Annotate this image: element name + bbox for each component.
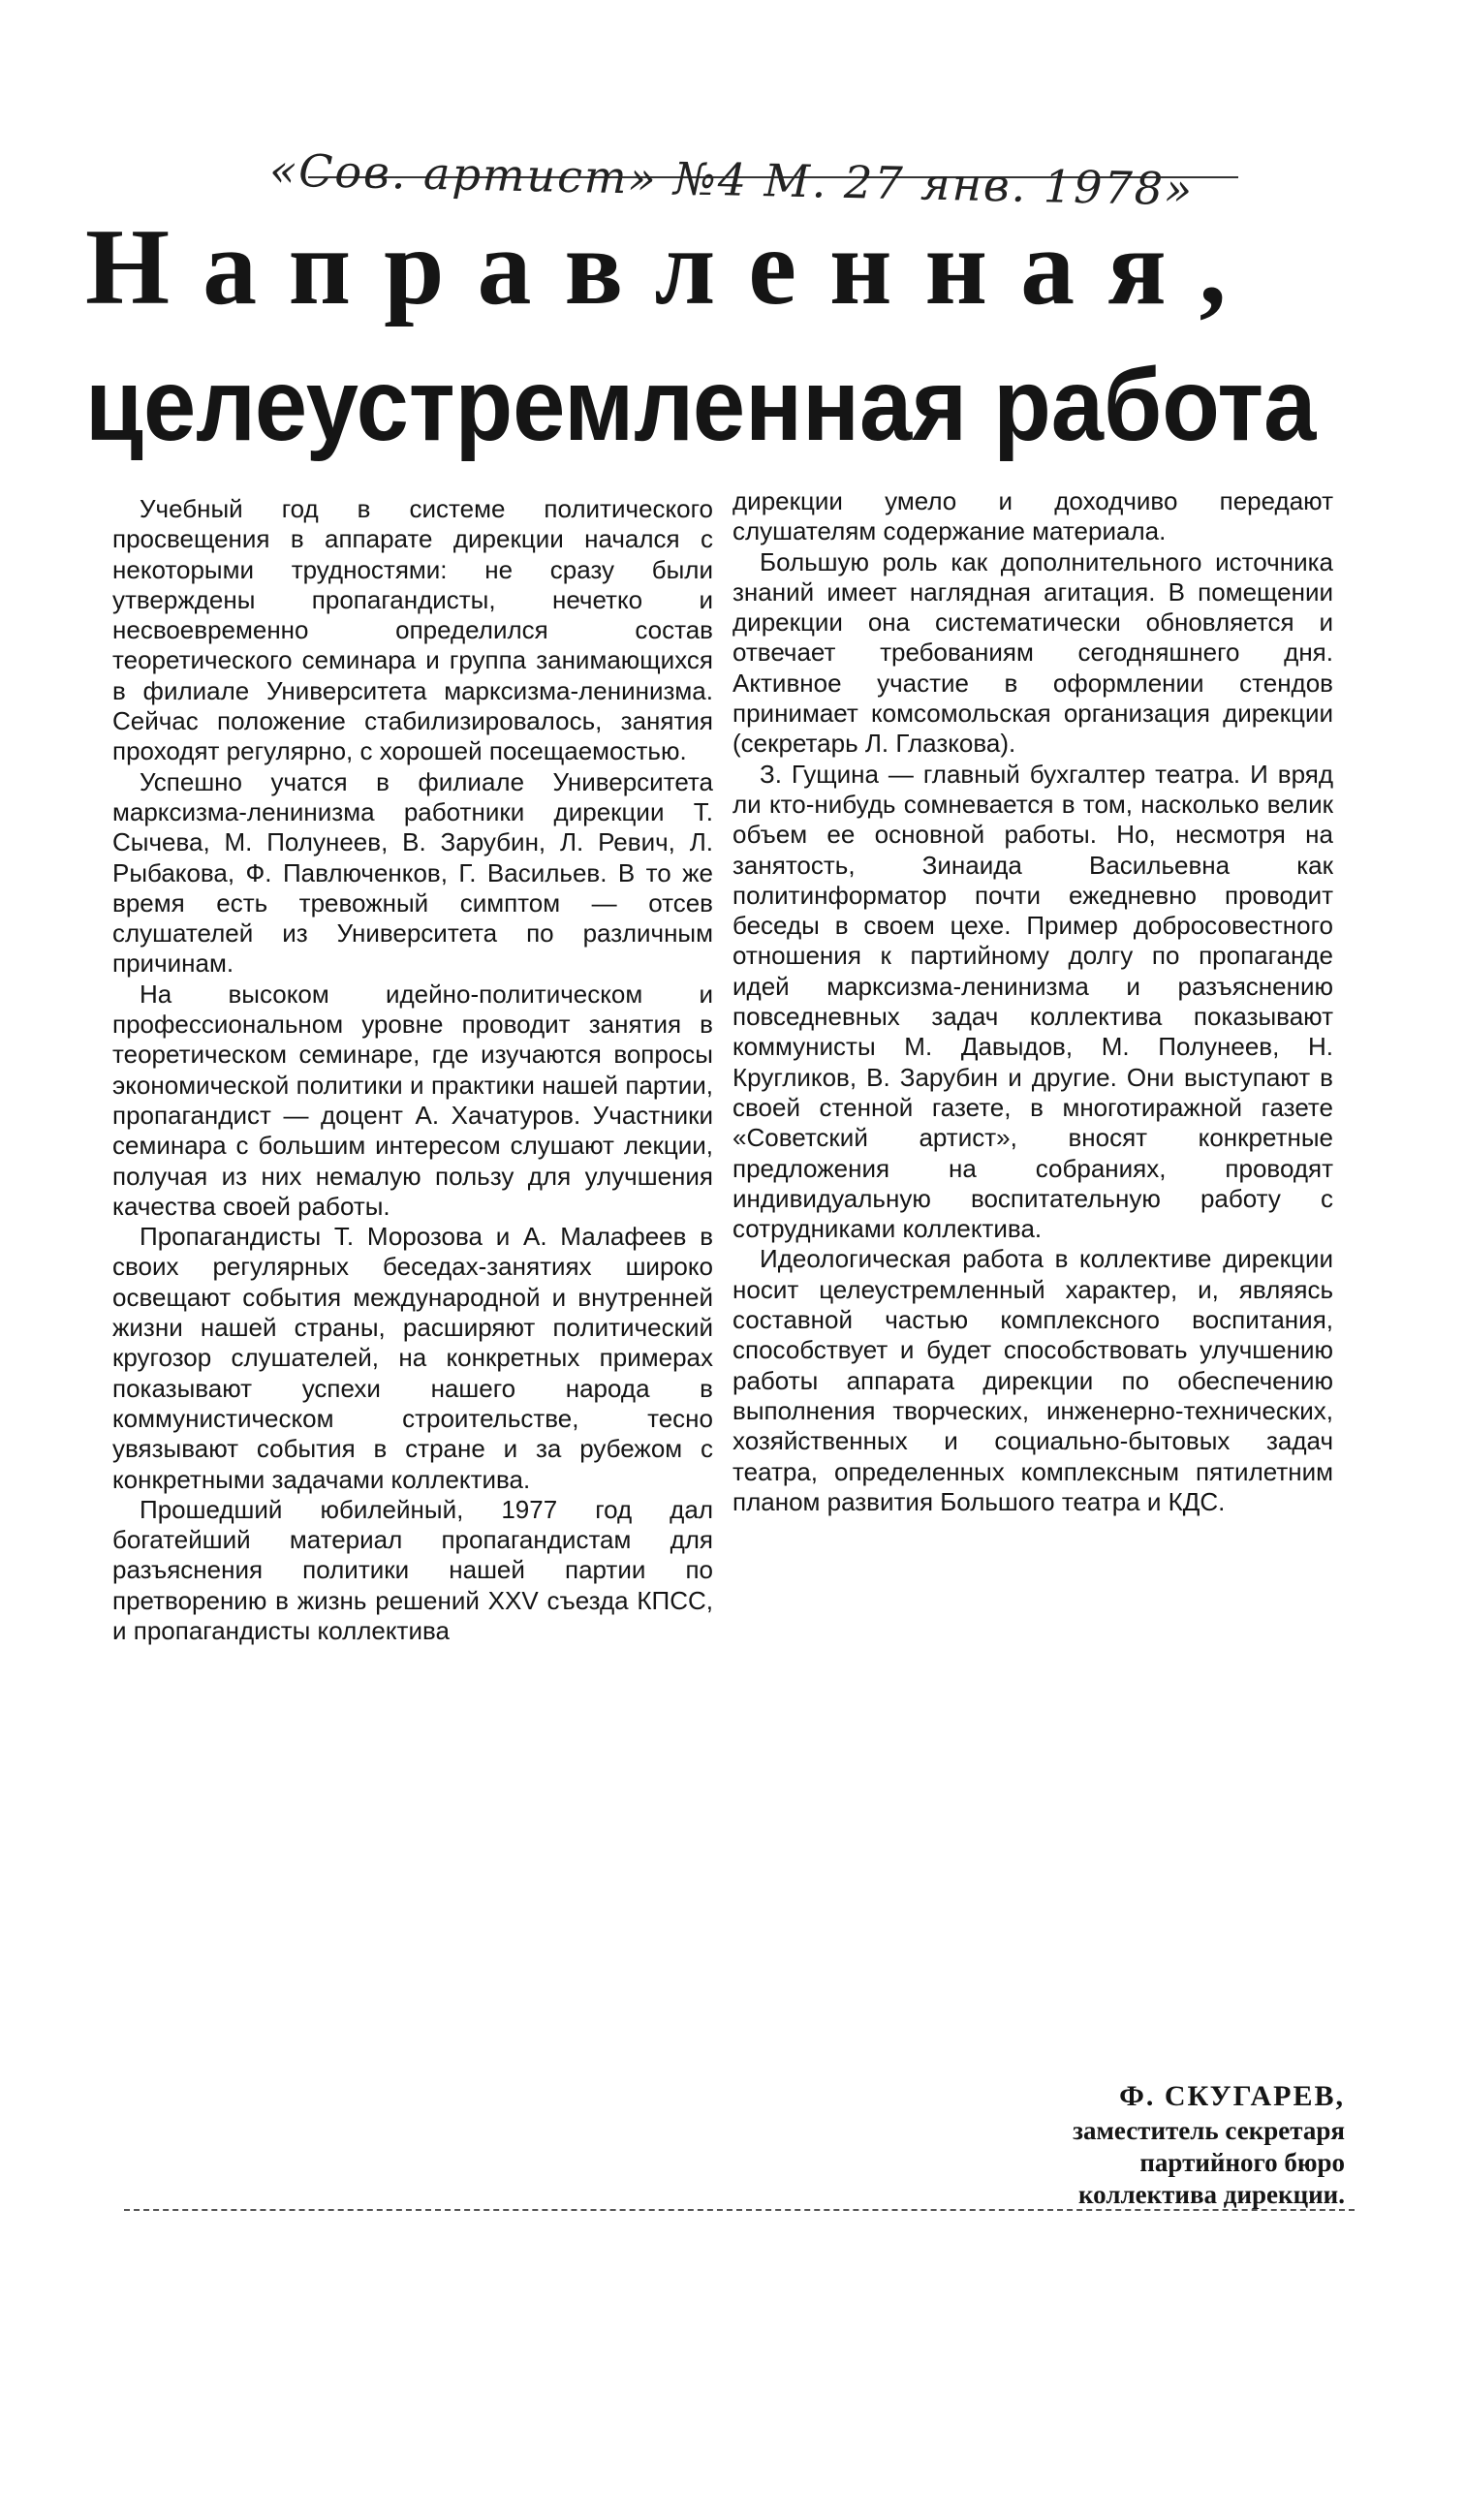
paragraph: Пропагандисты Т. Морозова и А. Малафеев в своих регулярных беседах-занятиях широко освещают события международной и внутренней жизни нашей страны, расширяют политический кругозор слушателей, на конкретных примерах показывают успехи нашего народа в коммунистическом строительстве, тесно увязывают события в стране и за рубежом с конкретными задачами коллектива. xyxy=(112,1222,713,1494)
paragraph: Учебный год в системе политического просвещения в аппарате дирекции начался с некоторыми трудностями: не сразу были утверждены пропагандисты, нечетко и несвоевременно определился состав теоретического семинара и группа занимающихся в филиале Университета марксизма-ленинизма. Сейчас положение стабилизировалось, занятия проходят регулярно, с хорошей посещаемостью. xyxy=(112,494,713,766)
handwritten-source-note: «Сов. артист» №4 М. 27 янв. 1978» xyxy=(268,143,1195,216)
author-name: Ф. СКУГАРЕВ, xyxy=(1119,2080,1345,2112)
paragraph: Большую роль как дополнительного источника знаний имеет наглядная агитация. В помещении дирекции она систематически обновляется и отвечает требованиям сегодняшнего дня. Активное участие в оформлении стендов принимает комсомольская организация дирекции (секретарь Л. Глазкова). xyxy=(732,546,1333,759)
author-position-line: заместитель секретаря xyxy=(1073,2116,1345,2145)
bottom-rule xyxy=(124,2209,1355,2211)
newspaper-clipping xyxy=(85,143,1376,2248)
author-position-line: партийного бюро xyxy=(1139,2148,1345,2177)
article-column-right xyxy=(732,486,1333,1517)
paragraph: Прошедший юбилейный, 1977 год дал богатейший материал пропагандистам для разъяснения политики нашей партии по претворению в жизнь решений XXV съезда КПСС, и пропагандисты коллектива xyxy=(112,1494,713,1645)
paragraph: З. Гущина — главный бухгалтер театра. И вряд ли кто-нибудь сомневается в том, насколько велик объем ее основной работы. Но, несмотря на занятость, Зинаида Васильевна как политинформатор почти ежедневно проводит беседы в своем цехе. Пример добросовестного отношения к партийному долгу по пропаганде идей марксизма-ленинизма и разъяснению повседневных задач коллектива показывают коммунисты М. Давыдов, М. Полунеев, Н. Кругликов, В. Зарубин и другие. Они выступают в своей стенной газете, в многотиражной газете «Советский артист», вносят конкретные предложения на собраниях, проводят индивидуальную воспитательную работу с сотрудниками коллектива. xyxy=(732,759,1333,1244)
author-signature xyxy=(957,2078,1345,2211)
headline-line-1: Направленная, xyxy=(85,207,1260,327)
paragraph-continued: дирекции умело и доходчиво передают слушателям содержание материала. xyxy=(732,486,1333,546)
author-position-line: коллектива дирекции. xyxy=(1077,2180,1345,2209)
headline-line-2: целеустремленная работа xyxy=(85,348,1317,462)
paragraph: На высоком идейно-политическом и профессиональном уровне проводит занятия в теоретическом семинаре, где изучаются вопросы экономической политики и практики нашей партии, пропагандист — доцент А. Хачатуров. Участники семинара с большим интересом слушают лекции, получая из них немалую пользу для улучшения качества своей работы. xyxy=(112,979,713,1221)
paragraph: Идеологическая работа в коллективе дирекции носит целеустремленный характер, и, являясь составной частью комплексного воспитания, способствует и будет способствовать улучшению работы аппарата дирекции по обеспечению выполнения творческих, инженерно-технических, хозяйственных и социально-бытовых задач театра, определенных комплексным пятилетним планом развития Большого театра и КДС. xyxy=(732,1244,1333,1516)
paragraph: Успешно учатся в филиале Университета марксизма-ленинизма работники дирекции Т. Сычева, М. Полунеев, В. Зарубин, Л. Ревич, Л. Рыбакова, Ф. Павлюченков, Г. Васильев. В то же время есть тревожный симптом — отсев слушателей из Университета по различным причинам. xyxy=(112,766,713,979)
article-column-left xyxy=(112,494,713,1646)
